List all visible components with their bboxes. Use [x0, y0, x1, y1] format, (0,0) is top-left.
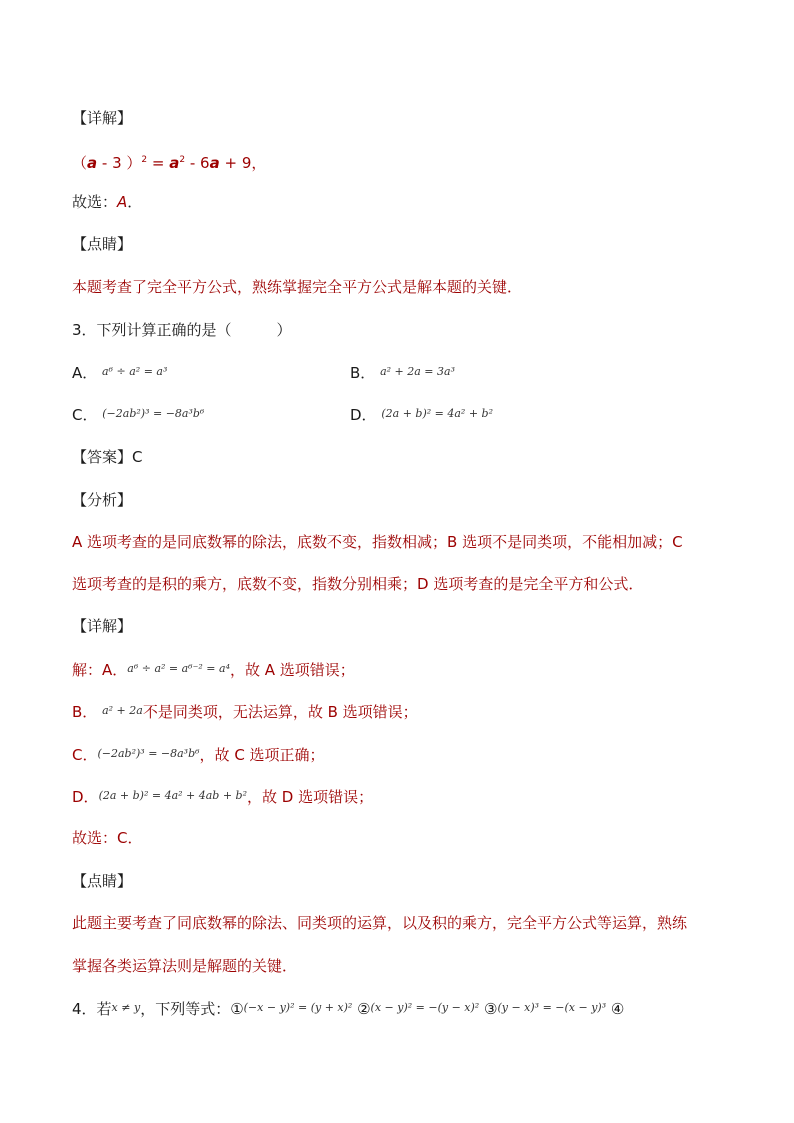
minus-three: - 3 ） — [97, 154, 142, 172]
choose-line-1 — [72, 192, 724, 212]
step-d-expr: (2a + b)² = 4a² + 4ab + b² — [98, 789, 248, 802]
minus-six: - 6 — [185, 154, 210, 172]
option-a — [72, 364, 167, 382]
option-c-expr: (−2ab²)³ = −8a³b⁶ — [102, 407, 205, 420]
options-row-ab — [72, 362, 724, 383]
question-4 — [72, 998, 724, 1019]
options-row-cd — [72, 404, 724, 425]
option-b-expr: a² + 2a = 3a³ — [380, 365, 455, 378]
q4-eq1: (−x − y)² = (y + x)² — [243, 1001, 353, 1014]
answer-line: 【答案】C — [72, 448, 143, 466]
exponent: 2 — [179, 155, 186, 165]
analysis-heading: 【分析】 — [72, 491, 133, 509]
detail-step-a — [72, 659, 724, 680]
detail-step-d — [72, 786, 724, 807]
comment-text-2b: 掌握各类运算法则是解题的关键． — [72, 957, 298, 975]
detail-step-b — [72, 701, 724, 722]
var-a: a — [209, 154, 220, 172]
plus-nine: + 9， — [219, 154, 267, 172]
detail-heading: 【详解】 — [72, 109, 133, 127]
step-a-suffix: ，故 A 选项错误； — [229, 661, 355, 679]
option-b — [350, 362, 455, 383]
step-c-suffix: ，故 C 选项正确； — [199, 746, 325, 764]
exponent: 2 — [141, 155, 148, 165]
step-b-prefix: B． — [72, 703, 98, 721]
analysis-text-1: A 选项考查的是同底数幂的除法，底数不变，指数相减；B 选项不是同类项，不能相加减；C — [72, 533, 683, 551]
choose-answer: A — [117, 193, 128, 211]
step-a-prefix: 解：A． — [72, 661, 128, 679]
comment-text-1: 本题考查了完全平方公式，熟练掌握完全平方公式是解本题的关键． — [72, 278, 523, 296]
option-a-expr: a⁶ ÷ a² = a³ — [102, 365, 168, 378]
choose-suffix: ． — [127, 193, 143, 211]
paren-open: （ — [72, 154, 88, 172]
var-a: a — [169, 154, 180, 172]
q4-prefix: 4．若 — [72, 1000, 112, 1018]
q4-circle-3: ③ — [484, 1000, 498, 1018]
comment-heading-1: 【点睛】 — [72, 235, 133, 253]
equals: = — [147, 154, 170, 172]
detail-heading-2: 【详解】 — [72, 617, 133, 635]
option-c-label: C． — [72, 406, 98, 424]
detail-formula-line — [72, 150, 724, 173]
analysis-text-2: 选项考查的是积的乘方，底数不变，指数分别相乘；D 选项考查的是完全平方和公式． — [72, 575, 644, 593]
q4-eq3: (y − x)³ = −(x − y)³ — [497, 1001, 607, 1014]
choose-prefix: 故选： — [72, 193, 118, 211]
option-a-label: A． — [72, 364, 98, 382]
option-d — [350, 404, 493, 425]
option-b-label: B． — [350, 364, 376, 382]
step-d-prefix: D． — [72, 788, 99, 806]
question-3: 3．下列计算正确的是（ ） — [72, 321, 292, 339]
q4-eq2: (x − y)² = −(y − x)² — [370, 1001, 480, 1014]
step-c-expr: (−2ab²)³ = −8a³b⁶ — [97, 747, 200, 760]
q4-circle-4: ④ — [610, 1000, 625, 1018]
comment-heading-2: 【点睛】 — [72, 872, 133, 890]
step-b-expr: a² + 2a — [102, 704, 143, 717]
q4-circle-2: ② — [357, 1000, 371, 1018]
q4-condition: x ≠ y — [111, 1001, 141, 1014]
detail-step-c — [72, 744, 724, 765]
step-c-prefix: C． — [72, 746, 98, 764]
step-b-suffix: 不是同类项，无法运算，故 B 选项错误； — [142, 703, 418, 721]
choose-line-2: 故选：C． — [72, 829, 143, 847]
option-d-expr: (2a + b)² = 4a² + b² — [381, 407, 493, 420]
step-d-suffix: ，故 D 选项错误； — [247, 788, 374, 806]
q4-mid: ，下列等式：① — [140, 1000, 244, 1018]
option-c — [72, 406, 204, 424]
step-a-expr: a⁶ ÷ a² = a⁶⁻² = a⁴ — [127, 662, 230, 675]
option-d-label: D． — [350, 406, 377, 424]
var-a: a — [87, 154, 98, 172]
comment-text-2a: 此题主要考查了同底数幂的除法、同类项的运算，以及积的乘方，完全平方公式等运算，熟练 — [72, 914, 688, 932]
